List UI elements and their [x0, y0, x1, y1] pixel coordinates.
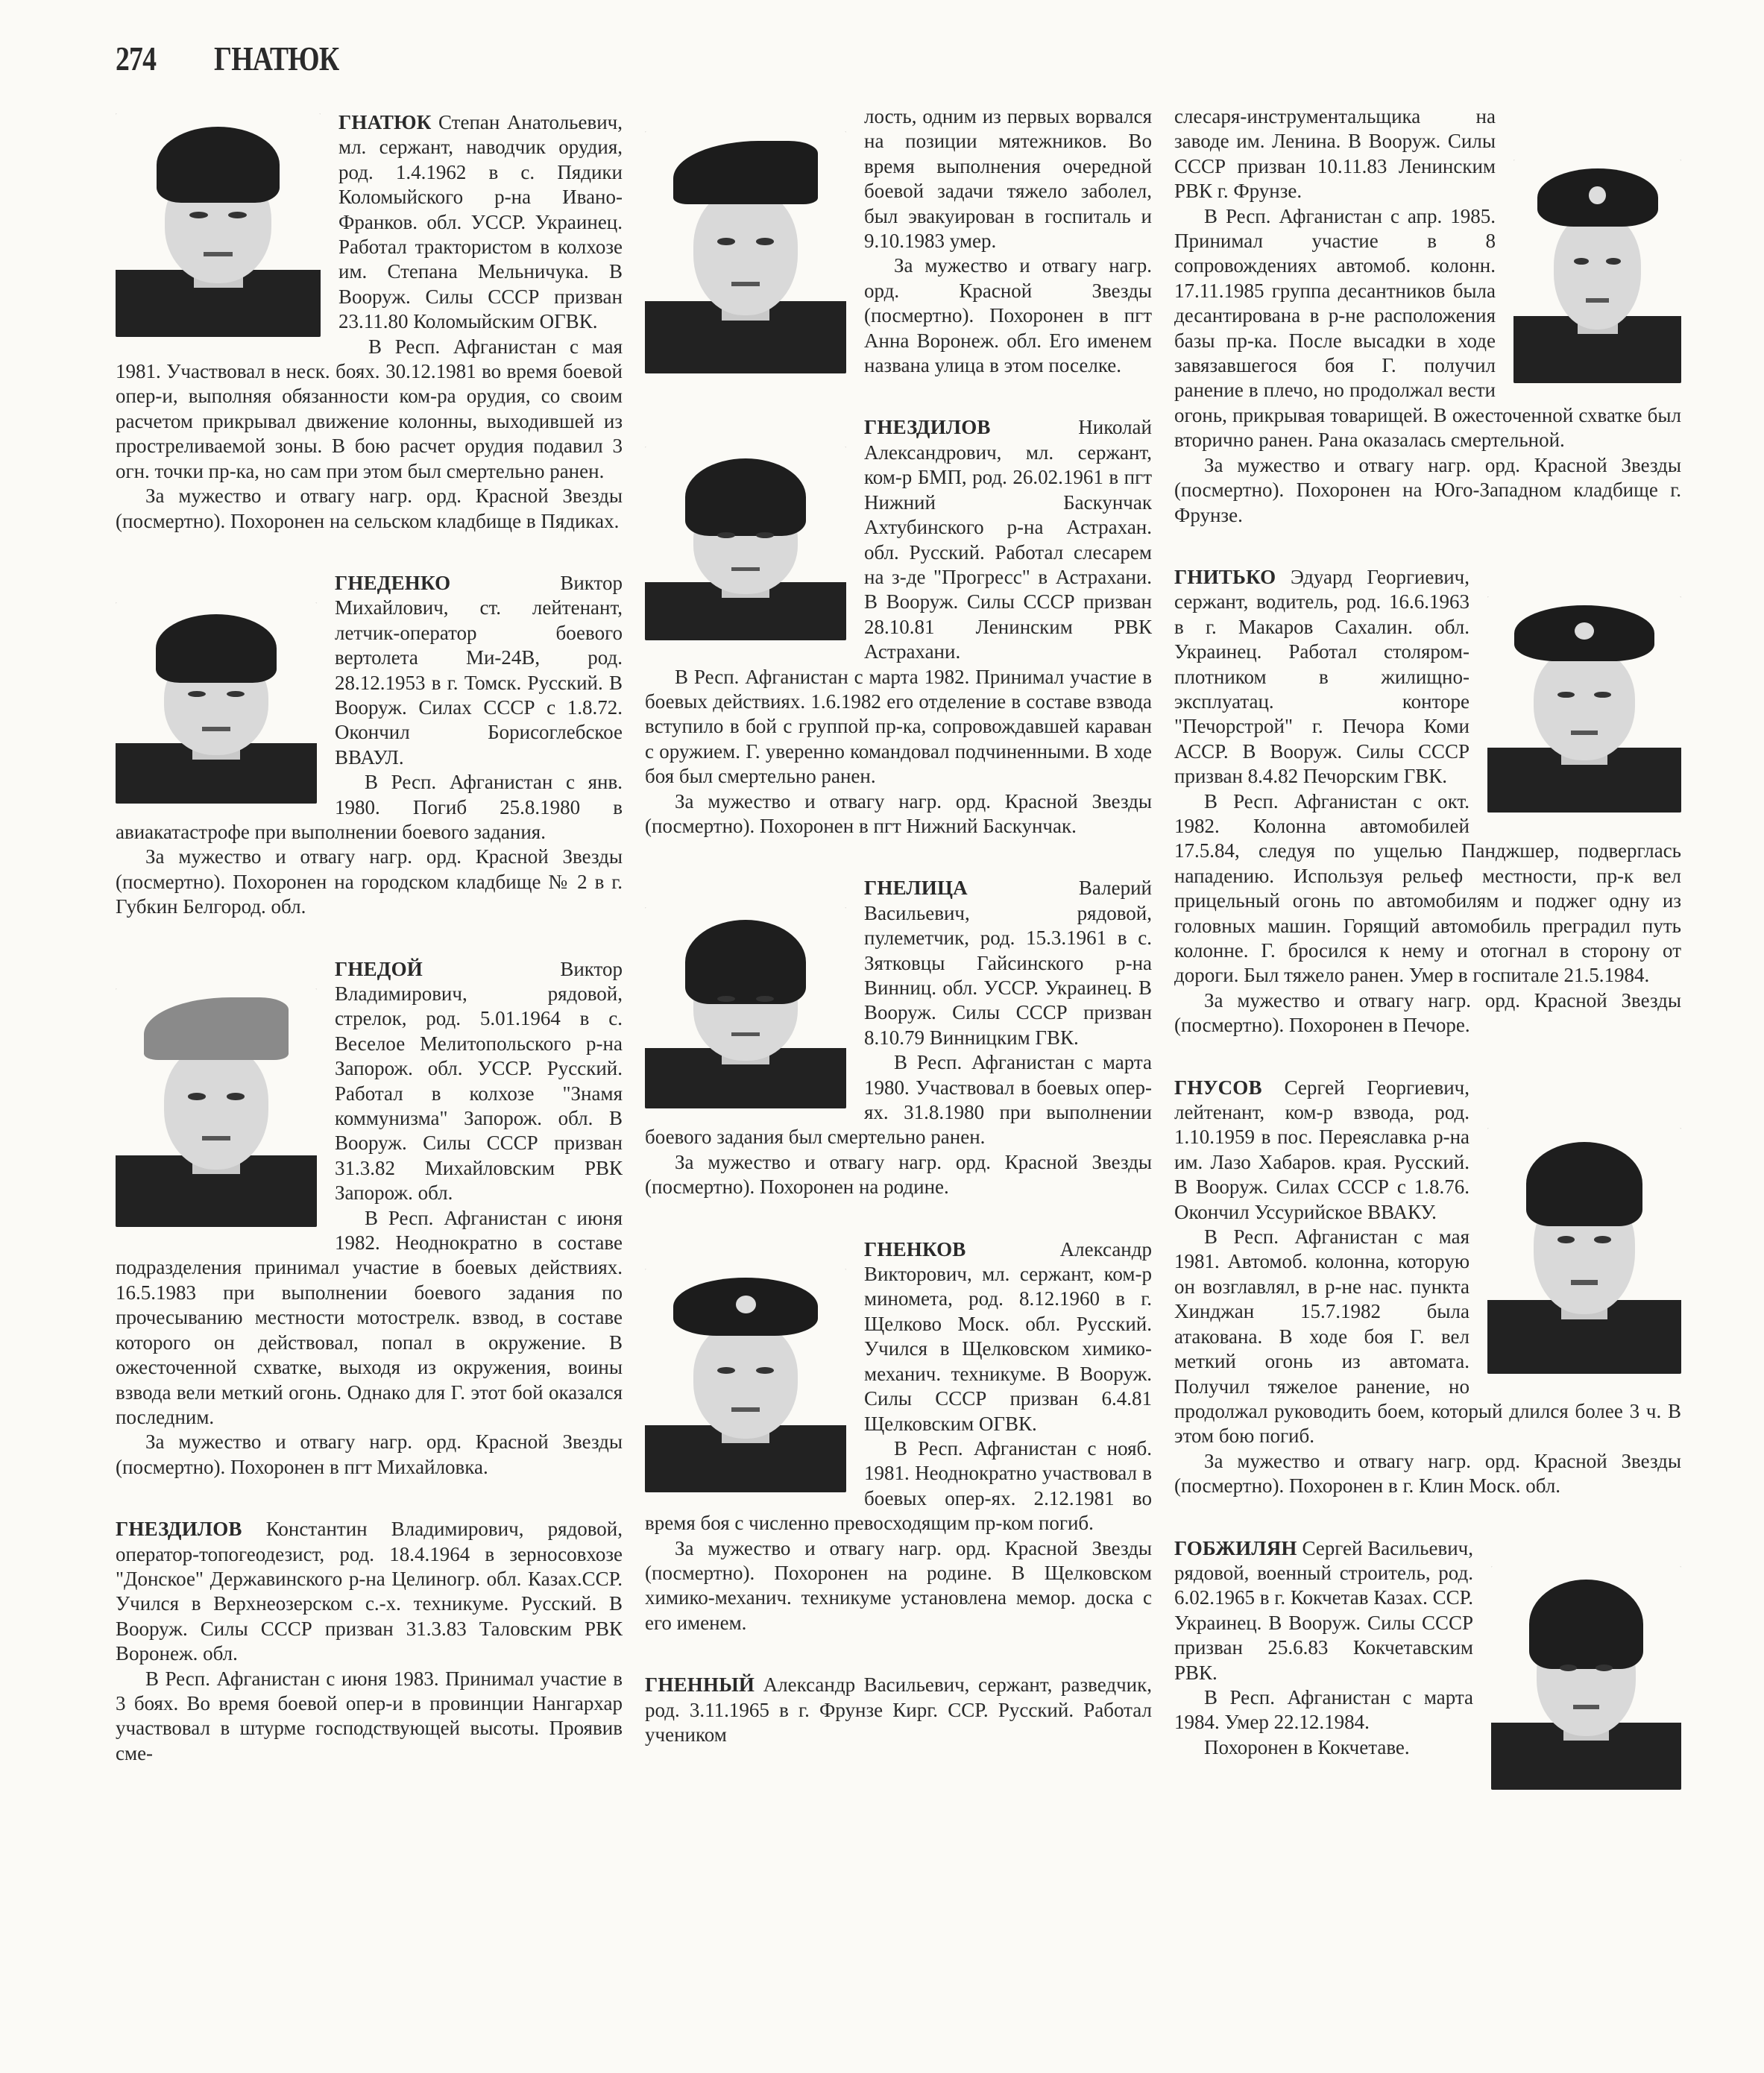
- entry-award: За мужество и отвагу нагр. орд. Красной Звезды (посмертно). Похоронен в Печоре.: [1174, 988, 1681, 1037]
- entry-service: В Респ. Афганистан с марта 1980. Участвовал в боевых опер-ях. 31.8.1980 при выполнении боевого задания был смертельно ранен.: [645, 1051, 1152, 1149]
- entry-award: За мужество и отвагу нагр. орд. Красной Звезды (посмертно). Похоронен на родине. В Щелковском химико-механич. техникуме установлена мемор. доска с его именем.: [645, 1536, 1152, 1634]
- portrait-photo: [1513, 160, 1681, 383]
- entry-gnenkov: [645, 1237, 1152, 1636]
- entry-intro: [645, 1673, 1152, 1747]
- entry-award: За мужество и отвагу нагр. орд. Красной Звезды (посмертно). Похоронен на родине.: [645, 1150, 1152, 1199]
- entry-intro-text: Валерий Васильевич, рядовой, пулеметчик, род. 15.3.1961 в с. Зятковцы Гайсинского р-на Винниц. обл. УССР. Украинец. В Вооруж. Силы СССР призван 8.10.79 Винницким ГВК.: [864, 877, 1152, 1049]
- entry-surname: ГНУСОВ: [1174, 1076, 1262, 1099]
- entry-service: В Респ. Афганистан с окт. 1982. Колонна автомобилей 17.5.84, следуя по ущелью Панджшер, подверглась нападению. Используя рельеф местности, пр-к вел прицельный огонь по автомобилям и поджег одну из головных машин. Горящий автомобиль преградил путь колонне. Г. бросился к нему и отогнал в сторону от дороги. Был тяжело ранен. Умер в госпитале 21.5.1984.: [1174, 789, 1681, 987]
- entry-surname: ГНЕДОЙ: [335, 957, 423, 980]
- entry-surname: ГНЕЗДИЛОВ: [116, 1518, 242, 1541]
- entry-service: В Респ. Афганистан с апр. 1985. Принимал участие в 8 сопровождениях автомоб. колонн. 17.11.1985 группа десантников была десантирована в р-не расположения базы пр-ка. После высадки в ходе завязавшегося боя Г. получил ранение в плечо, но продолжал вести огонь, прикрывая товарищей. В ожесточенной схватке был вторично ранен. Рана оказалась смертельной.: [1174, 204, 1681, 452]
- column-3: [1174, 105, 1681, 1820]
- entry-surname: ГНИТЬКО: [1174, 565, 1276, 588]
- entry-gnezdilov-k-continued: [645, 104, 1152, 378]
- portrait-photo: [1491, 1566, 1681, 1790]
- entry-surname: ГНЕНКОВ: [864, 1237, 966, 1260]
- entry-gnitko: [1174, 565, 1681, 1038]
- column-1: [116, 110, 623, 1791]
- entry-gnedoy: [116, 957, 623, 1480]
- portrait-photo: [116, 113, 321, 337]
- entry-surname: ГНЕЗДИЛОВ: [864, 416, 991, 439]
- portrait-photo: [645, 907, 846, 1108]
- entry-intro-continued: слесаря-инструментальщика на заводе им. Ленина. В Вооруж. Силы СССР призван 10.11.83 Ленинским РВК г. Фрунзе.: [1174, 105, 1496, 203]
- entry-award: За мужество и отвагу нагр. орд. Красной Звезды (посмертно). Похоронен на сельском кладбище в Пядиках.: [116, 485, 623, 532]
- entry-service-continued: лость, одним из первых ворвался на позиции мятежников. Во время выполнения очередной боевой задачи тяжело заболел, был эвакуирован в госпиталь и 9.10.1983 умер.: [864, 105, 1152, 253]
- entry-gobzhilyan: [1174, 1536, 1681, 1794]
- entry-intro-text: Виктор Владимирович, рядовой, стрелок, род. 5.01.1964 в с. Веселое Мелитопольского р-на Запорож. обл. УССР. Русский. Работал в колхозе "Знамя коммунизма" Запорож. обл. В Вооруж. Силы СССР призван 31.3.82 Михайловским РВК Запорож. обл.: [335, 957, 623, 1205]
- entry-intro-text: Сергей Васильевич, рядовой, военный строитель, род. 6.02.1965 в г. Кокчетав Казах. ССР. Украинец. В Вооруж. Силы СССР призван 25.6.83 Кокчетавским РВК.: [1174, 1536, 1473, 1684]
- entry-surname: ГНЕДЕНКО: [335, 571, 451, 594]
- entry-award: Похоронен в Кокчетаве.: [1204, 1735, 1410, 1758]
- entry-intro-text: Константин Владимирович, рядовой, оператор-топогеодезист, род. 18.4.1964 в зерносовхозе "Донское" Державинского р-на Целиногр. обл. Казах.ССР. Учился в Верхнеозерском с.-х. техникуме. Русский. В Вооруж. Силы СССР призван 31.3.83 Таловским РВК Воронеж. обл.: [116, 1518, 623, 1665]
- entry-gnedenko: [116, 571, 623, 920]
- entry-intro-text: Николай Александрович, мл. сержант, ком-р БМП, род. 26.02.1961 в пгт Нижний Баскунчак Ахтубинского р-на Астрахан. обл. Русский. Работал слесарем на з-де "Прогресс" в Астрахани. В Вооруж. Силы СССР призван 28.10.81 Ленинским РВК Астрахани.: [864, 416, 1152, 663]
- entry-surname: ГОБЖИЛЯН: [1174, 1536, 1297, 1559]
- entry-surname: ГНАТЮК: [338, 111, 432, 133]
- entry-intro: [116, 1517, 623, 1666]
- entry-award: За мужество и отвагу нагр. орд. Красной Звезды (посмертно). Похоронен в пгт Михайловка.: [116, 1430, 623, 1478]
- entry-gnatyuk: [116, 110, 623, 534]
- entry-service: В Респ. Афганистан с янв. 1980. Погиб 25.8.1980 в авиакатастрофе при выполнении боевого задания.: [116, 771, 623, 843]
- entry-service: В Респ. Афганистан с нояб. 1981. Неоднократно участвовал в боевых опер-ях. 2.12.1981 во время боя с численно превосходящим пр-ком погиб.: [645, 1436, 1152, 1535]
- entry-service: В Респ. Афганистан с мая 1981. Участвовал в неск. боях. 30.12.1981 во время боевой опер-и, выполняя обязанности ком-ра орудия, со своим расчетом прикрывал движение колонны, выходившей из простреливаемой зоны. В бою расчет орудия подавил 3 огн. точки пр-ка, но сам при этом был смертельно ранен.: [116, 335, 623, 482]
- running-head: [116, 39, 338, 78]
- column-2: [645, 105, 1152, 1773]
- entry-intro-text: Степан Анатольевич, мл. сержант, наводчик орудия, род. 1.4.1962 в с. Пядики Коломыйского р-на Ивано-Франков. обл. УССР. Украинец. Работал трактористом в колхозе им. Степана Мельничука. В Вооруж. Силы СССР призван 23.11.80 Коломыйским ОГВК.: [338, 111, 623, 333]
- portrait-photo: [116, 602, 317, 804]
- entry-award: За мужество и отвагу нагр. орд. Красной Звезды (посмертно). Похоронен в пгт Нижний Баскунчак.: [645, 789, 1152, 837]
- entry-gnenny: [645, 1673, 1152, 1747]
- portrait-photo: [645, 1269, 846, 1492]
- entry-award: За мужество и отвагу нагр. орд. Красной Звезды (посмертно). Похоронен на Юго-Западном кладбище г. Фрунзе.: [1174, 453, 1681, 526]
- entry-award: За мужество и отвагу нагр. орд. Красной Звезды (посмертно). Похоронен на городском кладбище № 2 в г. Губкин Белгород. обл.: [116, 845, 623, 918]
- entry-gnezdilov-n: [645, 415, 1152, 839]
- entry-intro-text: Александр Викторович, мл. сержант, ком-р миномета, род. 8.12.1960 в г. Щелково Моск. обл. Русский. Учился в Щелковском химико-механич. техникуме. В Вооруж. Силы СССР призван 6.4.81 Щелковским ОГВК.: [864, 1237, 1152, 1435]
- running-head-title: ГНАТЮК: [214, 40, 339, 78]
- entry-service: В Респ. Афганистан с мая 1981. Автомоб. колонна, которую он возглавлял, в р-не нас. пункта Хинджан 15.7.1982 была атакована. В ходе боя Г. вел меткий огонь из автомата. Получил тяжелое ранение, но продолжал руководить боем, который длился более 3 ч. В этом бою погиб.: [1174, 1225, 1681, 1448]
- entry-award: За мужество и отвагу нагр. орд. Красной Звезды (посмертно). Похоронен в г. Клин Моск. обл.: [1174, 1449, 1681, 1498]
- entry-service: В Респ. Афганистан с июня 1983. Принимал участие в 3 боях. Во время боевой опер-и в провинции Нангархар участвовал в штурме господствующей высоты. Проявив сме-: [116, 1667, 623, 1764]
- entry-gnenny-continued: [1174, 104, 1681, 528]
- entry-gnezdilov-k: [116, 1517, 623, 1766]
- entry-intro-text: Сергей Георгиевич, лейтенант, ком-р взвода, род. 1.10.1959 в пос. Переяславка р-на им. Лазо Хабаров. края. Русский. В Вооруж. Силах СССР с 1.8.76. Окончил Уссурийское ВВАКУ.: [1174, 1076, 1470, 1223]
- portrait-photo: [645, 131, 846, 373]
- page-number: 274: [116, 40, 157, 78]
- entry-award: За мужество и отвагу нагр. орд. Красной Звезды (посмертно). Похоронен в пгт Анна Воронеж. обл. Его именем названа улица в этом поселке.: [864, 254, 1152, 377]
- entry-gnusov: [1174, 1076, 1681, 1499]
- entry-gnelitsa: [645, 876, 1152, 1199]
- entry-service: В Респ. Афганистан с марта 1982. Принимал участие в боевых действиях. 1.6.1982 его отделение в составе взвода вступило в бой с группой пр-ка, сопровождавшей караван с оружием. Г. уверенно командовал подчиненными. В ходе боя был смертельно ранен.: [645, 665, 1152, 788]
- portrait-photo: [116, 988, 317, 1227]
- entry-surname: ГНЕЛИЦА: [864, 877, 968, 900]
- entry-service: В Респ. Афганистан с июня 1982. Неоднократно в составе подразделения принимал участие в боевых действиях. 16.5.1983 при выполнении боевого задания по прочесыванию местности мотострелк. взвод, в составе которого он действовал, попал в окружение. В ожесточенной схватке, выходя из окружения, воины взвода вели меткий огонь. Однако для Г. этот бой оказался последним.: [116, 1206, 623, 1428]
- portrait-photo: [645, 447, 846, 640]
- entry-intro-text: Виктор Михайлович, ст. лейтенант, летчик-оператор боевого вертолета Ми-24В, род. 28.12.1953 в г. Томск. Русский. В Вооруж. Силах СССР с 1.8.72. Окончил Борисоглебское ВВАУЛ.: [335, 571, 623, 769]
- entry-intro-text: Эдуард Георгиевич, сержант, водитель, род. 16.6.1963 в г. Макаров Сахалин. обл. Украинец. Работал столяром-плотником в жилищно-эксплуатац. конторе "Печорстрой" г. Печора Коми АССР. В Вооруж. Силы СССР призван 8.4.82 Печорским ГВК.: [1174, 565, 1470, 788]
- entry-surname: ГНЕННЫЙ: [645, 1673, 755, 1697]
- entry-intro-text: Александр Васильевич, сержант, разведчик, род. 3.11.1965 в г. Фрунзе Кирг. ССР. Русский. Работал учеником: [645, 1673, 1152, 1746]
- portrait-photo: [1487, 596, 1681, 813]
- portrait-photo: [1487, 1128, 1681, 1374]
- entry-service: В Респ. Афганистан с марта 1984. Умер 22.12.1984.: [1174, 1685, 1473, 1734]
